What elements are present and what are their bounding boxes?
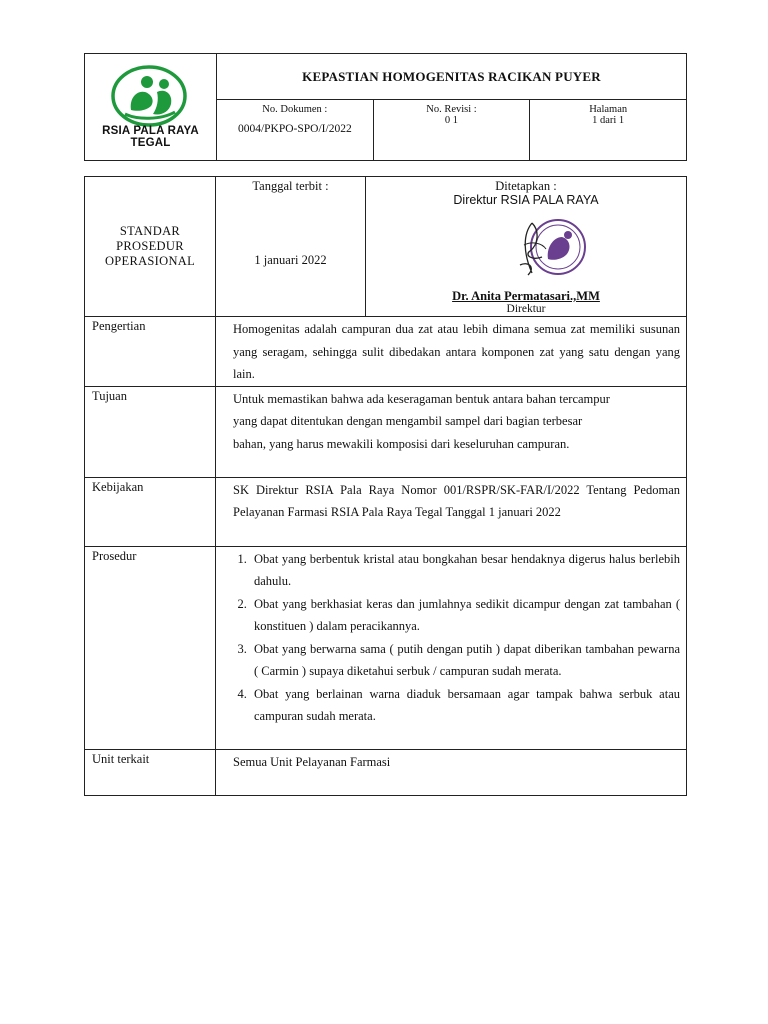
kebijakan-text: SK Direktur RSIA Pala Raya Nomor 001/RSPR/SK-FAR/I/2022 Tentang Pedoman Pelayanan Farmasi RSIA Pala Raya Tegal Tanggal 1 januari 2022: [216, 477, 687, 546]
director-name: Dr. Anita Permatasari.,MM: [452, 289, 600, 303]
pengertian-text: Homogenitas adalah campuran dua zat atau lebih dimana semua zat memiliki susunan yang seragam, sehingga sulit dibedakan antara komponen zat yang satu dengan yang lain.: [216, 317, 687, 387]
tujuan-text: Untuk memastikan bahwa ada keseragaman bentuk antara bahan tercampur yang dapat ditentukan dengan mengambil sampel dari bagian terbesar bahan, yang harus mewakili komposisi dari keseluruhan campuran.: [216, 386, 687, 477]
logo-cell: [85, 54, 217, 161]
prosedur-item-1: 1. Obat yang berbentuk kristal atau bongkahan besar hendaknya digerus halus berlebih dahulu.: [250, 548, 680, 593]
unit-text: Semua Unit Pelayanan Farmasi: [216, 749, 687, 795]
prosedur-list-cell: [216, 546, 687, 749]
org-name-line1: RSIA PALA RAYA: [102, 125, 199, 137]
page-value: 1 dari 1: [592, 115, 625, 126]
prosedur-label: Prosedur: [85, 546, 216, 749]
sop-label-line3: OPERASIONAL: [104, 254, 196, 268]
approved-label: Ditetapkan :: [495, 179, 557, 193]
doc-number-value: 0004/PKPO-SPO/I/2022: [237, 123, 352, 135]
issue-date-label: Tanggal terbit :: [252, 179, 329, 193]
page-label: Halaman: [589, 104, 628, 115]
sop-label-line1: STANDAR: [119, 224, 181, 238]
doc-number-label: No. Dokumen :: [262, 104, 328, 115]
doc-number-cell: [217, 100, 374, 161]
row-tujuan: [85, 386, 687, 477]
issue-date-cell: [216, 177, 366, 317]
approval-cell: [366, 177, 687, 317]
tujuan-label: Tujuan: [85, 386, 216, 477]
director-title: Direktur: [506, 303, 546, 315]
sop-label: [85, 177, 216, 317]
prosedur-item-3: 3. Obat yang berwarna sama ( putih dengan putih ) dapat diberikan tambahan pewarna ( Carmin ) supaya diketahui serbuk / campuran sudah merata.: [250, 638, 680, 683]
document-title: KEPASTIAN HOMOGENITAS RACIKAN PUYER: [217, 54, 687, 100]
org-name: [85, 125, 216, 149]
unit-label: Unit terkait: [85, 749, 216, 795]
revision-value: 0 1: [444, 115, 459, 126]
row-unit: [85, 749, 687, 795]
sop-label-line2: PROSEDUR: [116, 239, 184, 253]
document-header: [84, 53, 687, 161]
sop-table: [84, 176, 687, 796]
org-name-line2: TEGAL: [130, 137, 171, 149]
prosedur-item-2: 2. Obat yang berkhasiat keras dan jumlahnya sedikit dicampur dengan zat tambahan ( konstituen ) dalam peracikannya.: [250, 593, 680, 638]
pengertian-label: Pengertian: [85, 317, 216, 387]
prosedur-list: [225, 548, 680, 728]
issue-date-value: 1 januari 2022: [254, 253, 327, 267]
revision-cell: [373, 100, 530, 161]
row-prosedur: [85, 546, 687, 749]
revision-label: No. Revisi :: [426, 104, 477, 115]
signature-stamp-icon: [502, 215, 594, 283]
director-org: Direktur RSIA PALA RAYA: [453, 193, 599, 207]
prosedur-item-4: 4. Obat yang berlainan warna diaduk bersamaan agar tampak bahwa serbuk atau campuran sudah merata.: [250, 683, 680, 728]
row-kebijakan: [85, 477, 687, 546]
row-pengertian: [85, 317, 687, 387]
page-cell: [530, 100, 687, 161]
kebijakan-label: Kebijakan: [85, 477, 216, 546]
